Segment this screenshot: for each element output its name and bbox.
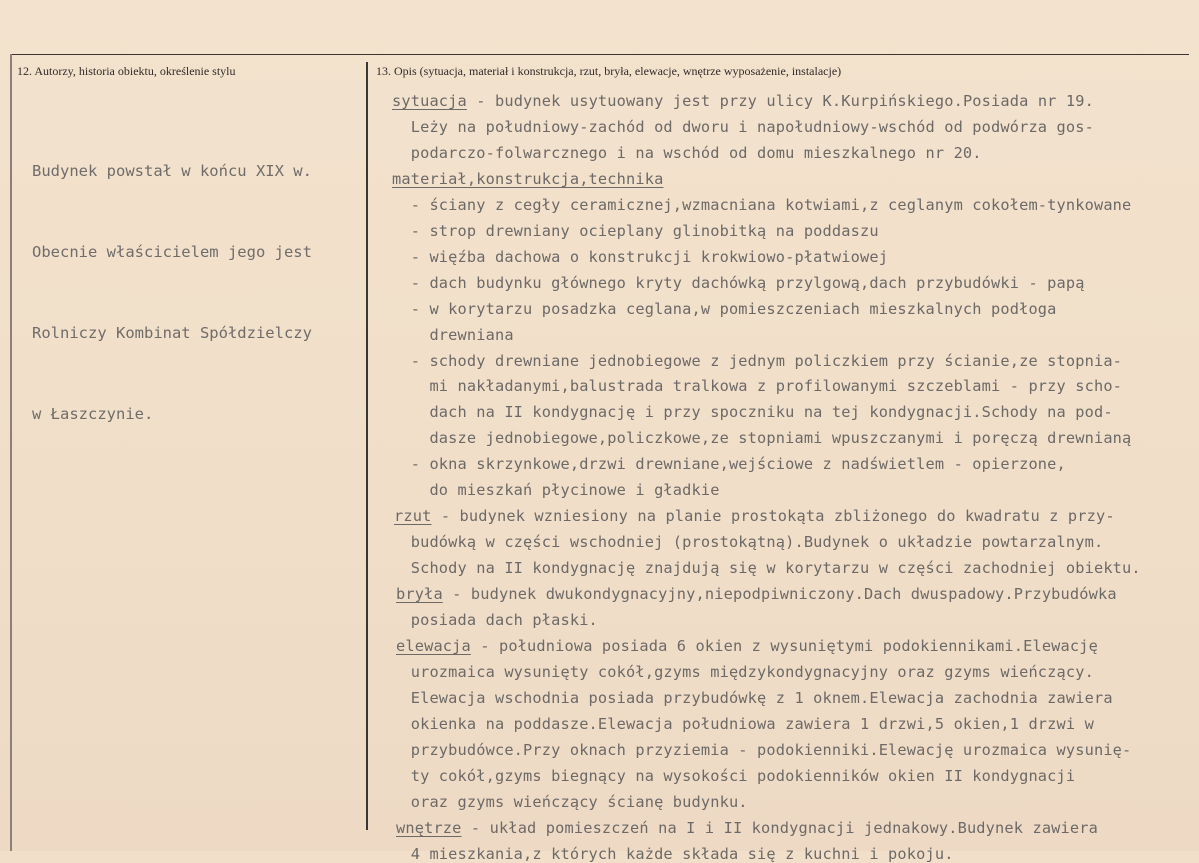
description-heading-line <box>392 170 663 188</box>
section-keyword: rzut <box>394 507 432 526</box>
description-text-span: - okna skrzynkowe,drzwi drewniane,wejściowe z nadświetlem - opierzone, <box>392 455 1066 474</box>
description-heading-line <box>396 819 1098 837</box>
description-line <box>392 533 1103 551</box>
description-heading-line <box>392 92 1094 110</box>
description-text-span: ty cokół,gzyms biegnący na wysokości podokienników okien II kondygnacji <box>392 766 1076 785</box>
history-line: Rolniczy Kombinat Spółdzielczy <box>32 324 312 342</box>
description-line <box>392 845 954 863</box>
description-line <box>392 767 1075 785</box>
description-text-span: do mieszkań płycinowe i gładkie <box>392 481 720 500</box>
description-line <box>392 663 1094 681</box>
description-heading-line <box>394 507 1115 525</box>
description-line <box>392 689 1113 707</box>
description-text-span: budówką w części wschodniej (prostokątną).Budynek o układzie powtarzalnym. <box>392 533 1104 552</box>
section-12-header: 12. Autorzy, historia obiektu, określenie stylu <box>17 64 236 78</box>
section-keyword: wnętrze <box>396 818 462 837</box>
description-line <box>392 559 1141 577</box>
description-text-span: - układ pomieszczeń na I i II kondygnacji jednakowy.Budynek zawiera <box>461 818 1098 837</box>
description-line <box>392 715 1094 733</box>
description-text-span: - ściany z cegły ceramicznej,wzmacniana kotwiami,z ceglanym cokołem-tynkowane <box>392 195 1132 214</box>
description-line <box>392 611 598 629</box>
description-line <box>392 118 1094 136</box>
description-text-span: mi nakładanymi,balustrada tralkowa z profilowanymi szczeblami - przy scho- <box>392 377 1123 396</box>
description-line <box>392 352 1122 370</box>
description-text-span: oraz gzyms wieńczący ścianę budynku. <box>392 792 748 811</box>
description-text-span: - więźba dachowa o konstrukcji krokwiowo-płatwiowej <box>392 247 889 266</box>
section-keyword: sytuacja <box>392 92 467 110</box>
description-text-span: Schody na II kondygnację znajdują się w korytarzu w części zachodniej obiektu. <box>392 559 1141 578</box>
description-line <box>392 793 748 811</box>
description-text-span: posiada dach płaski. <box>392 611 598 629</box>
description-text-span: przybudówce.Przy oknach przyziemia - podokienniki.Elewację urozmaica wysunię- <box>392 740 1132 759</box>
description-line <box>392 196 1131 214</box>
description-text-span: - budynek usytuowany jest przy ulicy K.Kurpińskiego.Posiada nr 19. <box>466 92 1094 110</box>
description-line <box>392 144 982 162</box>
description-text-span: podarczo-folwarcznego i na wschód od domu mieszkalnego nr 20. <box>392 143 982 162</box>
description-line <box>392 248 888 266</box>
description-text-span: dach na II kondygnację i przy spoczniku na tej kondygnacji.Schody na pod- <box>392 403 1113 422</box>
description-text-span: Leży na południowy-zachód od dworu i napołudniowy-wschód od podwórza gos- <box>392 117 1094 136</box>
description-line <box>392 429 1131 447</box>
description-line <box>392 403 1113 421</box>
description-heading-line <box>396 637 1098 655</box>
description-line <box>392 741 1131 759</box>
description-text-span: dasze jednobiegowe,policzkowe,ze stopniami wpuszczanymi i poręczą drewnianą <box>392 429 1132 448</box>
description-heading-line <box>396 585 1117 603</box>
description-line <box>392 300 1057 318</box>
description-text-span: - budynek wzniesiony na planie prostokąta zbliżonego do kwadratu z przy- <box>431 507 1115 526</box>
history-line: w Łaszczynie. <box>32 405 154 423</box>
description-text-span: - południowa posiada 6 okien z wysuniętymi podokiennikami.Elewację <box>470 636 1098 655</box>
description-text-span: drewniana <box>392 325 514 344</box>
history-line: Budynek powstał w końcu XIX w. <box>32 162 312 180</box>
description-text-span: Elewacja wschodnia posiada przybudówkę z 1 oknem.Elewacja zachodnia zawiera <box>392 688 1113 707</box>
description-text-span: - budynek dwukondygnacyjny,niepodpiwniczony.Dach dwuspadowy.Przybudówka <box>442 585 1117 604</box>
description-text-span: - w korytarzu posadzka ceglana,w pomieszczeniach mieszkalnych podłoga <box>392 299 1057 318</box>
description-line <box>392 274 1085 292</box>
section-keyword: elewacja <box>396 636 471 655</box>
section-keyword: bryła <box>396 585 443 604</box>
description-text-span: okienka na poddasze.Elewacja południowa zawiera 1 drzwi,5 okien,1 drzwi w <box>392 714 1094 733</box>
description-line <box>392 377 1122 395</box>
description-line <box>392 455 1066 473</box>
description-line <box>392 326 514 344</box>
description-text-span: - schody drewniane jednobiegowe z jednym policzkiem przy ścianie,ze stopnia- <box>392 351 1123 370</box>
description-text-span: - dach budynku głównego kryty dachówką przylgową,dach przybudówki - papą <box>392 273 1085 292</box>
description-text-span: urozmaica wysunięty cokół,gzyms międzykondygnacyjny oraz gzyms wieńczący. <box>392 662 1094 681</box>
description-line <box>392 222 879 240</box>
history-line: Obecnie właścicielem jego jest <box>32 243 312 261</box>
description-text-span: - strop drewniany ocieplany glinobitką na poddaszu <box>392 221 879 240</box>
description-text-span: 4 mieszkania,z których każde składa się z kuchni i pokoju. <box>392 844 954 863</box>
description-line <box>392 481 720 499</box>
section-keyword: materiał,konstrukcja,technika <box>392 169 664 188</box>
section-13-header: 13. Opis (sytuacja, materiał i konstrukcja, rzut, bryła, elewacje, wnętrze wyposażenie, instalacje) <box>376 64 842 78</box>
